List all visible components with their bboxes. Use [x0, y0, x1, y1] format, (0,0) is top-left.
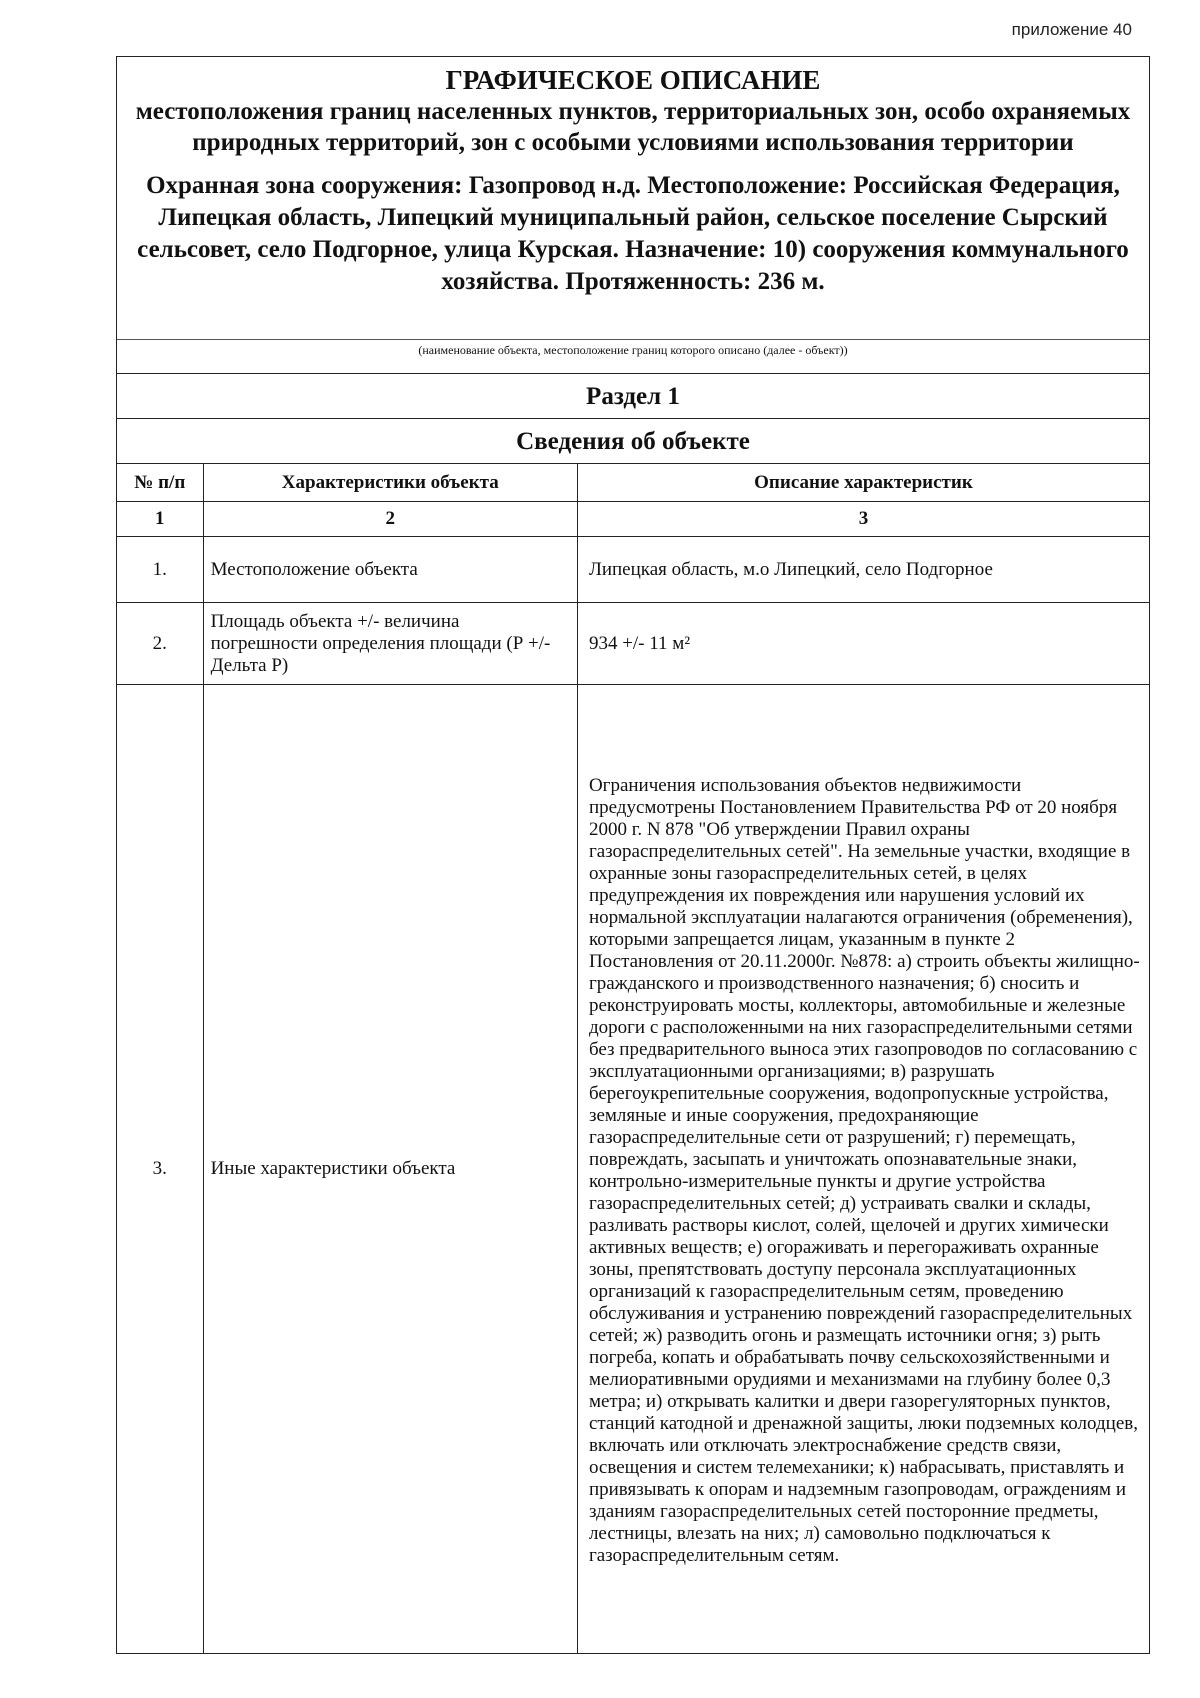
table-row	[117, 603, 1149, 685]
column-number-cell: 2	[203, 502, 577, 537]
row-number: 1.	[117, 537, 203, 603]
table-row	[117, 537, 1149, 603]
header-block	[117, 57, 1149, 339]
row-number: 3.	[117, 685, 203, 1653]
document-subtitle: местоположения границ населенных пунктов, территориальных зон, особо охраняемых природных территорий, зон с особыми условиями использования территории	[135, 98, 1131, 156]
row-description: 934 +/- 11 м²	[577, 603, 1149, 685]
section-subtitle: Сведения об объекте	[117, 418, 1149, 463]
appendix-label: приложение 40	[1011, 20, 1132, 39]
header-cell-number: № п/п	[117, 464, 203, 502]
section-title: Раздел 1	[117, 373, 1149, 418]
row-characteristic: Иные характеристики объекта	[203, 685, 577, 1653]
row-characteristic: Местоположение объекта	[203, 537, 577, 603]
document-frame	[116, 56, 1150, 1654]
object-name: Охранная зона сооружения: Газопровод н.д. Местоположение: Российская Федерация, Липецкая область, Липецкий муниципальный район, сельское поселение Сырский сельсовет, село Подгорное, улица Курская. Назначение: 10) сооружения коммунального хозяйства. Протяженность: 236 м.	[137, 172, 1129, 295]
row-description: Липецкая область, м.о Липецкий, село Подгорное	[577, 537, 1149, 603]
column-number-row	[117, 502, 1149, 537]
object-info-table	[117, 463, 1149, 1653]
object-caption: (наименование объекта, местоположение границ которого описано (далее - объект))	[117, 339, 1149, 373]
row-description: Ограничения использования объектов недвижимости предусмотрены Постановлением Правительства РФ от 20 ноября 2000 г. N 878 "Об утверждении Правил охраны газораспределительных сетей". На земельные участки, входящие в охранные зоны газораспределительных сетей, в целях предупреждения их повреждения или нарушения условий их нормальной эксплуатации налагаются ограничения (обременения), которыми запрещается лицам, указанным в пункте 2 Постановления от 20.11.2000г. №878: а) строить объекты жилищно-гражданского и производственного назначения; б) сносить и реконструировать мосты, коллекторы, автомобильные и железные дороги с расположенными на них газораспределительными сетями без предварительного выноса этих газопроводов по согласованию с эксплуатационными организациями; в) разрушать берегоукрепительные сооружения, водопропускные устройства, земляные и иные сооружения, предохраняющие газораспределительные сети от разрушений; г) перемещать, повреждать, засыпать и уничтожать опознавательные знаки, контрольно-измерительные пункты и другие устройства газораспределительных сетей; д) устраивать свалки и склады, разливать растворы кислот, солей, щелочей и других химически активных веществ; е) огораживать и перегораживать охранные зоны, препятствовать доступу персонала эксплуатационных организаций к газораспределительным сетям, проведению обслуживания и устранению повреждений газораспределительных сетей; ж) разводить огонь и размещать источники огня; з) рыть погреба, копать и обрабатывать почву сельскохозяйственными и мелиоративными орудиями и механизмами на глубину более 0,3 метра; и) открывать калитки и двери газорегуляторных пунктов, станций катодной и дренажной защиты, люки подземных колодцев, включать или отключать электроснабжение средств связи, освещения и систем телемеханики; к) набрасывать, приставлять и привязывать к опорам и надземным газопроводам, ограждениям и зданиям газораспределительных сетей посторонние предметы, лестницы, влезать на них; л) самовольно подключаться к газораспределительным сетям.	[577, 685, 1149, 1653]
header-cell-characteristic: Характеристики объекта	[203, 464, 577, 502]
header-cell-description: Описание характеристик	[577, 464, 1149, 502]
table-header-row	[117, 464, 1149, 502]
column-number-cell: 1	[117, 502, 203, 537]
row-number: 2.	[117, 603, 203, 685]
column-number-cell: 3	[577, 502, 1149, 537]
row-characteristic: Площадь объекта +/- величина погрешности определения площади (Р +/- Дельта Р)	[203, 603, 577, 685]
table-row	[117, 685, 1149, 1653]
document-title: ГРАФИЧЕСКОЕ ОПИСАНИЕ	[445, 65, 821, 95]
